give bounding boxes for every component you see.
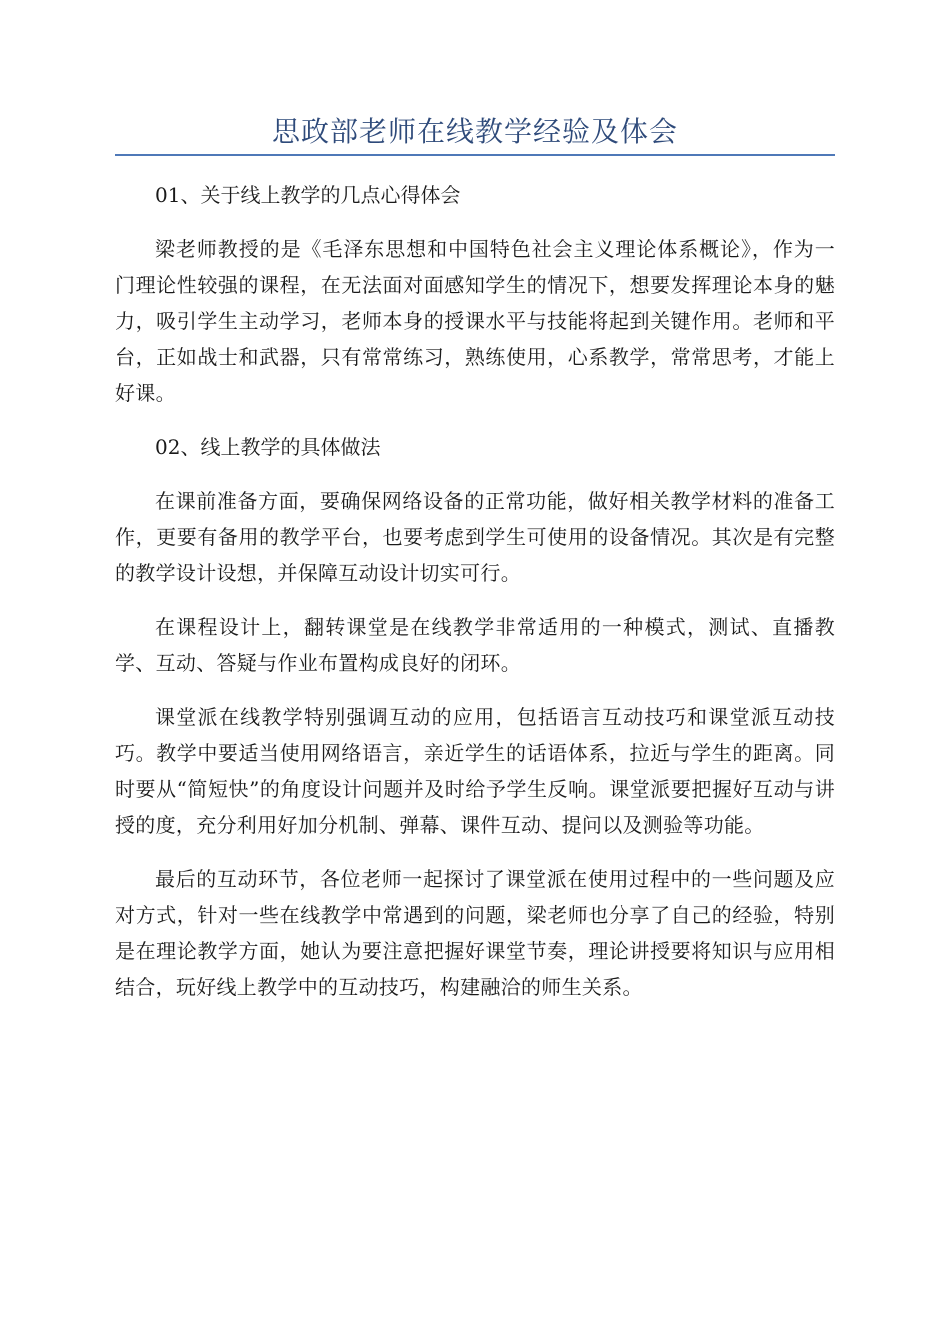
paragraph-5: 最后的互动环节，各位老师一起探讨了课堂派在使用过程中的一些问题及应对方式，针对一些在线教学中常遇到的问题，梁老师也分享了自己的经验，特别是在理论教学方面，她认为要注意把握好课堂节奏，理论讲授要将知识与应用相结合，玩好线上教学中的互动技巧，构建融洽的师生关系。 [115,867,835,999]
section-heading-01: 01、关于线上教学的几点心得体会 [155,183,461,207]
section-heading-02: 02、线上教学的具体做法 [155,435,381,459]
document-body [115,177,835,1023]
paragraph-4: 课堂派在线教学特别强调互动的应用，包括语言互动技巧和课堂派互动技巧。教学中要适当使用网络语言，亲近学生的话语体系，拉近与学生的距离。同时要从“简短快”的角度设计问题并及时给予学生反响。课堂派要把握好互动与讲授的度，充分利用好加分机制、弹幕、课件互动、提问以及测验等功能。 [115,705,835,837]
title-underline [115,154,835,156]
paragraph-2: 在课前准备方面，要确保网络设备的正常功能，做好相关教学材料的准备工作，更要有备用的教学平台，也要考虑到学生可使用的设备情况。其次是有完整的教学设计设想，并保障互动设计切实可行。 [115,489,835,585]
paragraph-3: 在课程设计上，翻转课堂是在线教学非常适用的一种模式，测试、直播教学、互动、答疑与作业布置构成良好的闭环。 [115,615,835,675]
page-title: 思政部老师在线教学经验及体会 [271,115,678,148]
paragraph-1: 梁老师教授的是《毛泽东思想和中国特色社会主义理论体系概论》，作为一门理论性较强的课程，在无法面对面感知学生的情况下，想要发挥理论本身的魅力，吸引学生主动学习，老师本身的授课水平与技能将起到关键作用。老师和平台，正如战士和武器，只有常常练习，熟练使用，心系教学，常常思考，才能上好课。 [115,237,835,405]
